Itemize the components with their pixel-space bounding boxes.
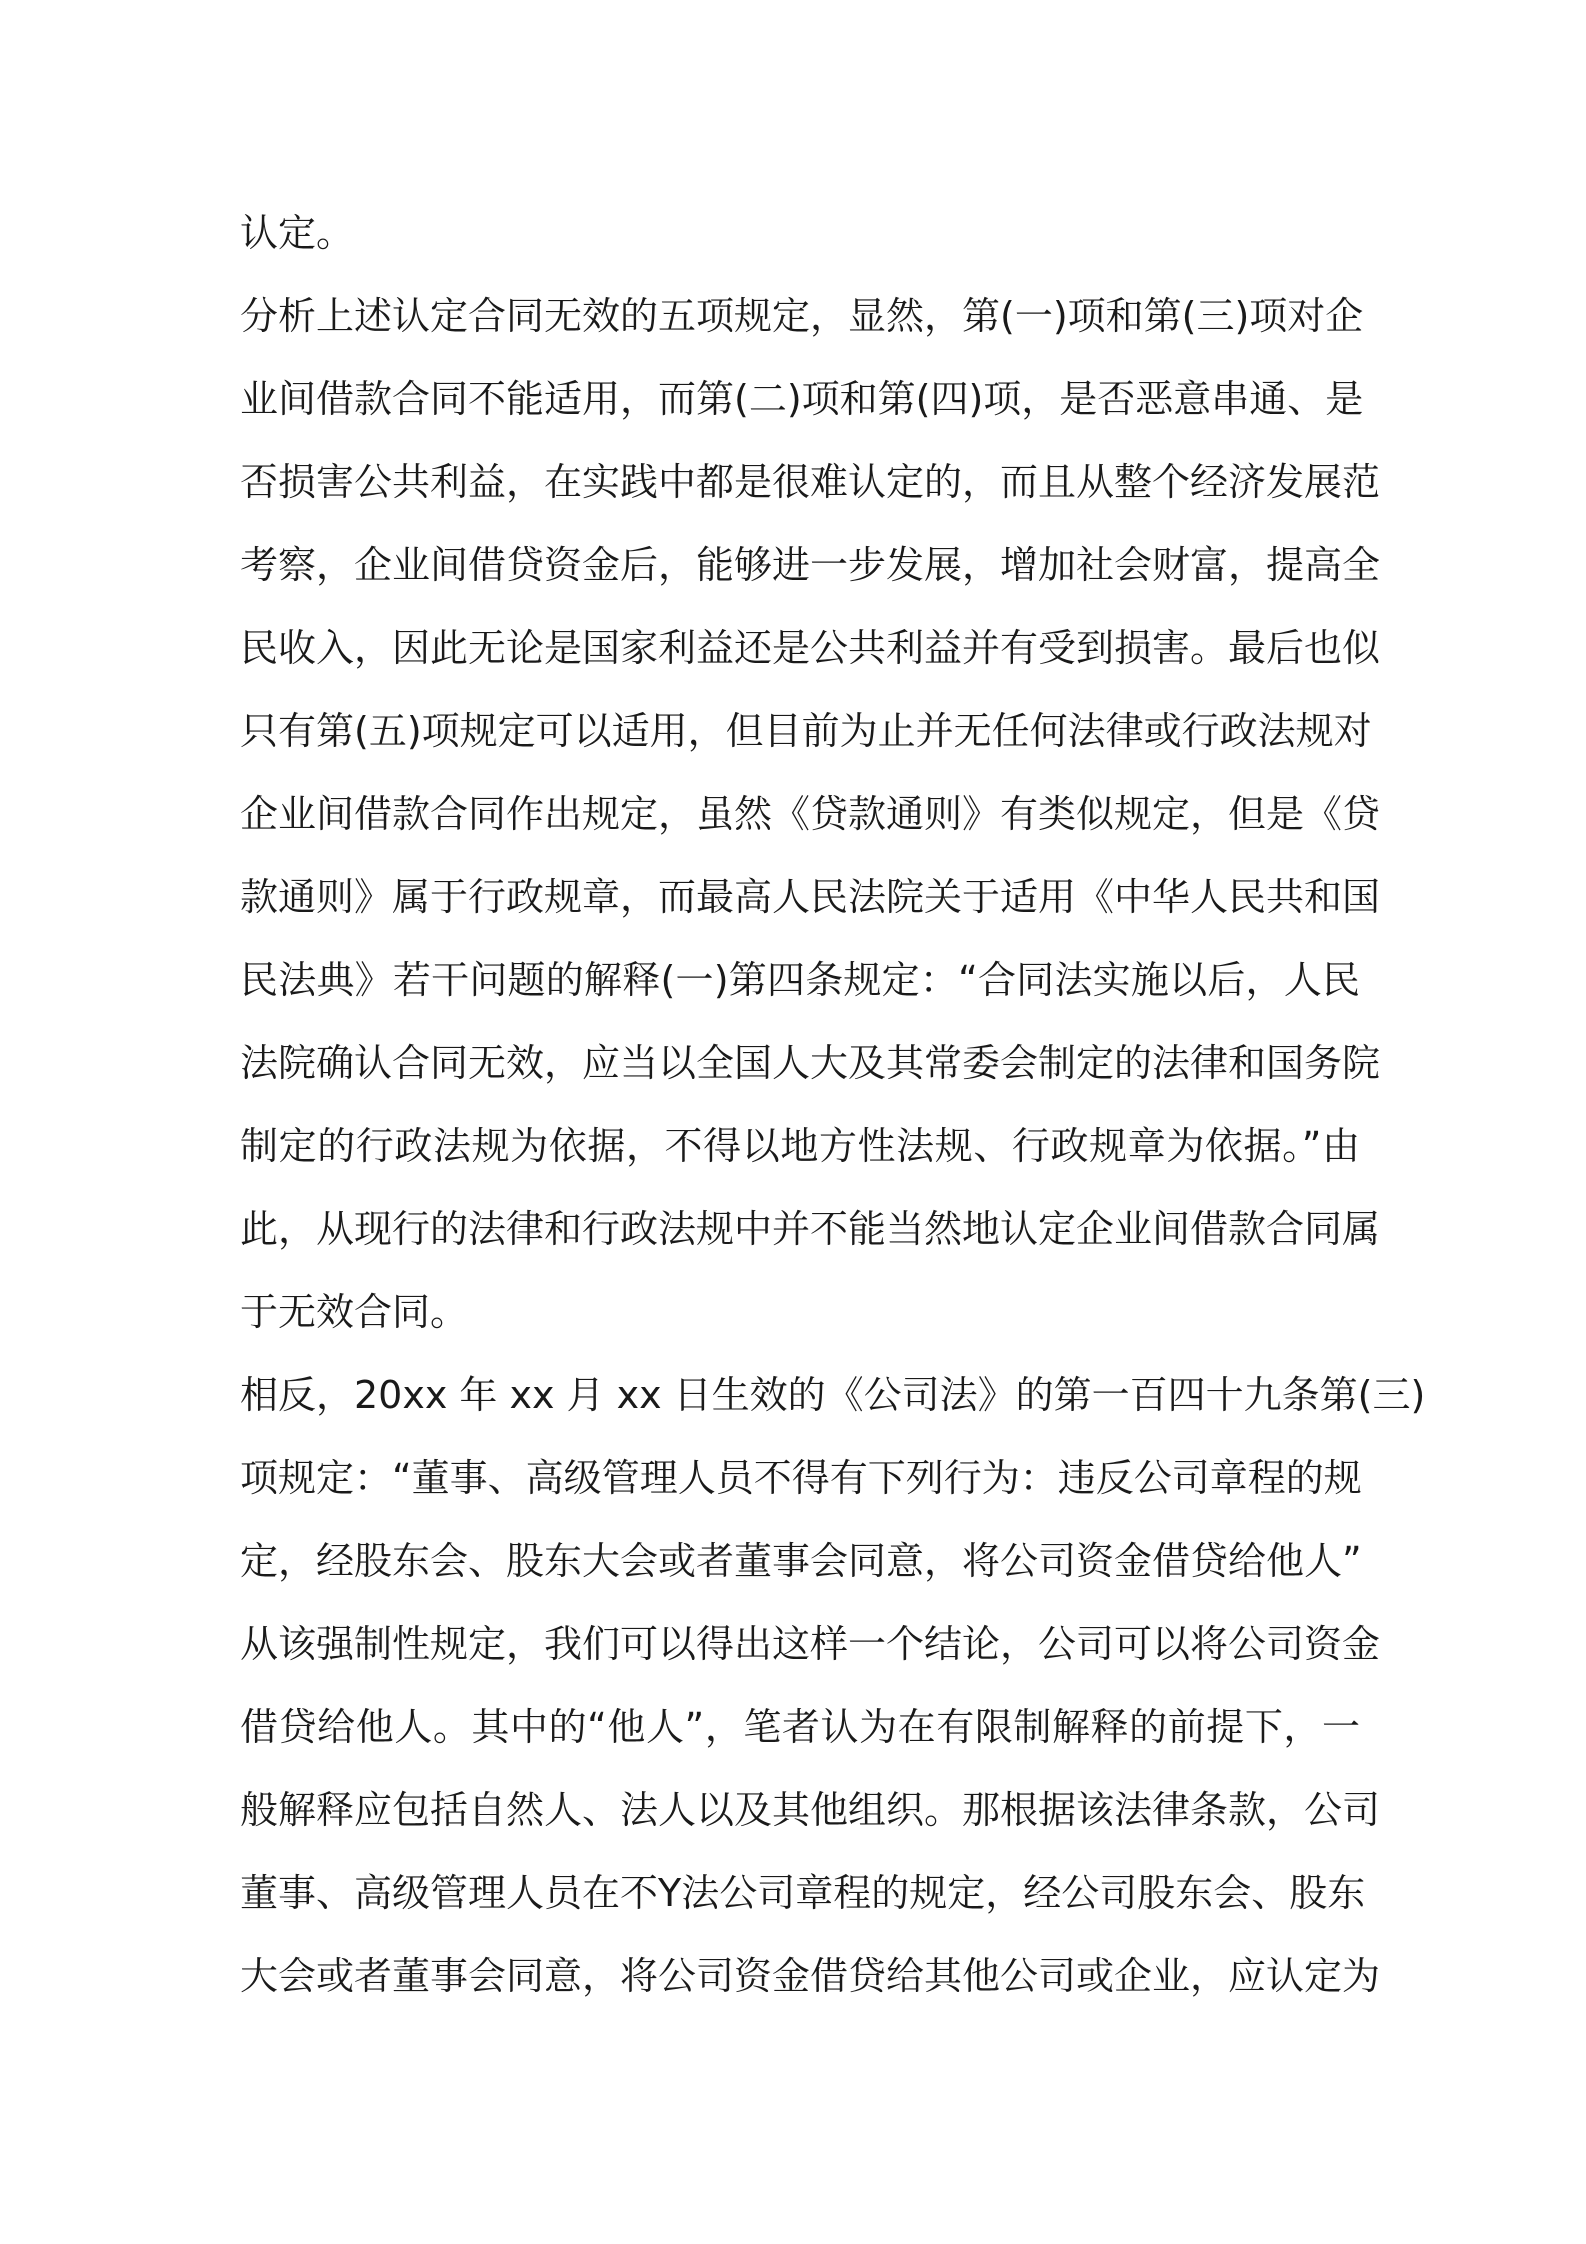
- text-line: 只有第(五)项规定可以适用，但目前为止并无任何法律或行政法规对: [240, 709, 1372, 753]
- text-line: 业间借款合同不能适用，而第(二)项和第(四)项，是否恶意串通、是: [240, 377, 1364, 421]
- text-line: 大会或者董事会同意，将公司资金借贷给其他公司或企业，应认定为: [240, 1954, 1381, 1998]
- text-line: 制定的行政法规为依据，不得以地方性法规、行政规章为依据。”由: [240, 1124, 1360, 1168]
- text-line: 法院确认合同无效，应当以全国人大及其常委会制定的法律和国务院: [240, 1041, 1381, 1085]
- text-line: 于无效合同。: [240, 1290, 469, 1334]
- text-line: 此，从现行的法律和行政法规中并不能当然地认定企业间借款合同属: [240, 1207, 1381, 1251]
- text-line: 项规定：“董事、高级管理人员不得有下列行为：违反公司章程的规: [240, 1456, 1362, 1500]
- text-line: 定，经股东会、股东大会或者董事会同意，将公司资金借贷给他人”: [240, 1539, 1362, 1583]
- text-line: 相反，20xx 年 xx 月 xx 日生效的《公司法》的第一百四十九条第(三): [240, 1373, 1426, 1417]
- text-line: 考察，企业间借贷资金后，能够进一步发展，增加社会财富，提高全: [240, 543, 1381, 587]
- text-line: 认定。: [240, 211, 355, 255]
- text-line: 般解释应包括自然人、法人以及其他组织。那根据该法律条款，公司: [240, 1788, 1381, 1832]
- text-line: 借贷给他人。其中的“他人”，笔者认为在有限制解释的前提下，一: [240, 1705, 1360, 1749]
- text-line: 民法典》若干问题的解释(一)第四条规定：“合同法实施以后，人民: [240, 958, 1360, 1002]
- text-line: 董事、高级管理人员在不Y法公司章程的规定，经公司股东会、股东: [240, 1871, 1366, 1915]
- text-line: 分析上述认定合同无效的五项规定，显然，第(一)项和第(三)项对企: [240, 294, 1364, 338]
- body-text: [240, 192, 1426, 2018]
- text-line: 企业间借款合同作出规定，虽然《贷款通则》有类似规定，但是《贷: [240, 792, 1381, 836]
- text-line: 民收入，因此无论是国家利益还是公共利益并有受到损害。最后也似: [240, 626, 1381, 670]
- text-line: 从该强制性规定，我们可以得出这样一个结论，公司可以将公司资金: [240, 1622, 1381, 1666]
- text-line: 否损害公共利益，在实践中都是很难认定的，而且从整个经济发展范: [240, 460, 1381, 504]
- text-line: 款通则》属于行政规章，而最高人民法院关于适用《中华人民共和国: [240, 875, 1381, 919]
